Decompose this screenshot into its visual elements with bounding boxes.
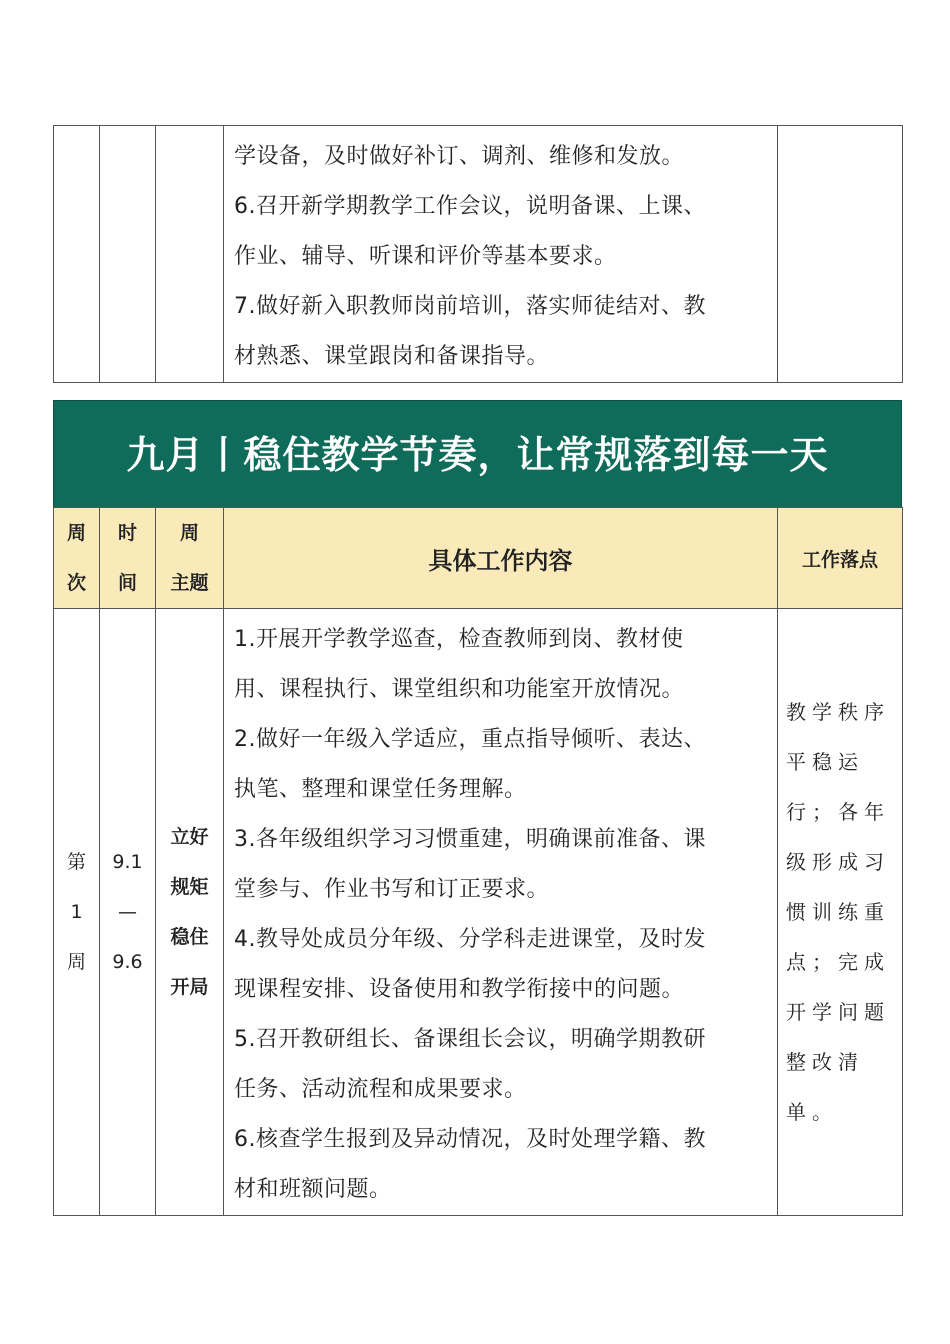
header-row: [54, 508, 903, 609]
content-line: 3.各年级组织学习习惯重建，明确课前准备、课: [234, 827, 706, 852]
content-line: 作业、辅导、听课和评价等基本要求。: [234, 244, 617, 269]
september-plan-table: [53, 507, 903, 1216]
theme-line: 稳住: [170, 926, 209, 948]
header-week: [54, 508, 100, 609]
result-line: 平稳运: [786, 750, 864, 774]
theme-line: 立好: [170, 826, 209, 848]
week-line: 第: [66, 851, 86, 873]
month-banner: 九月丨稳住教学节奏，让常规落到每一天: [53, 400, 902, 508]
header-time-line: 间: [117, 572, 137, 594]
content-line: 执笔、整理和课堂任务理解。: [234, 777, 527, 802]
content-line: 6.核查学生报到及异动情况，及时处理学籍、教: [234, 1127, 706, 1152]
content-line: 7.做好新入职教师岗前培训，落实师徒结对、教: [234, 294, 706, 319]
result-cell: [778, 609, 903, 1216]
week-cell: [54, 126, 100, 383]
week-cell: [54, 609, 100, 1216]
result-line: 惯训练重: [786, 900, 890, 924]
content-line: 堂参与、作业书写和订正要求。: [234, 877, 550, 902]
content-line: 任务、活动流程和成果要求。: [234, 1077, 527, 1102]
result-line: 行；各年: [786, 800, 890, 824]
result-line: 教学秩序: [786, 700, 890, 724]
header-week-line: 次: [66, 572, 86, 594]
result-line: 级形成习: [786, 850, 890, 874]
previous-month-table: [53, 125, 903, 383]
header-result: 工作落点: [778, 508, 903, 609]
content-line: 现课程安排、设备使用和教学衔接中的问题。: [234, 977, 685, 1002]
theme-cell: [156, 126, 224, 383]
content-line: 5.召开教研组长、备课组长会议，明确学期教研: [234, 1027, 706, 1052]
result-line: 单。: [786, 1100, 838, 1124]
week-line: 1: [70, 901, 83, 923]
time-line: —: [118, 901, 137, 923]
header-week-line: 周: [66, 522, 86, 544]
time-line: 9.6: [112, 951, 143, 973]
header-theme-line: 主题: [170, 572, 209, 594]
content-line: 学设备，及时做好补订、调剂、维修和发放。: [234, 144, 685, 169]
result-line: 开学问题: [786, 1000, 890, 1024]
content-line: 材和班额问题。: [234, 1177, 392, 1202]
week-line: 周: [66, 951, 86, 973]
theme-cell: [156, 609, 224, 1216]
time-cell: [100, 126, 156, 383]
result-cell: [778, 126, 903, 383]
content-line: 2.做好一年级入学适应，重点指导倾听、表达、: [234, 727, 706, 752]
content-line: 用、课程执行、课堂组织和功能室开放情况。: [234, 677, 685, 702]
content-line: 1.开展开学教学巡查，检查教师到岗、教材使: [234, 627, 684, 652]
content-line: 材熟悉、课堂跟岗和备课指导。: [234, 344, 550, 369]
header-time-line: 时: [117, 522, 137, 544]
theme-line: 规矩: [170, 876, 209, 898]
header-theme: [156, 508, 224, 609]
header-time: [100, 508, 156, 609]
theme-line: 开局: [170, 976, 209, 998]
result-line: 整改清: [786, 1050, 864, 1074]
content-cell: [224, 126, 778, 383]
content-line: 4.教导处成员分年级、分学科走进课堂，及时发: [234, 927, 706, 952]
header-theme-line: 周: [179, 522, 199, 544]
content-line: 6.召开新学期教学工作会议，说明备课、上课、: [234, 194, 706, 219]
result-line: 点；完成: [786, 950, 890, 974]
content-cell: [224, 609, 778, 1216]
table-row: [54, 126, 903, 383]
header-content: 具体工作内容: [224, 508, 778, 609]
table-row: [54, 609, 903, 1216]
time-cell: [100, 609, 156, 1216]
time-line: 9.1: [112, 851, 143, 873]
